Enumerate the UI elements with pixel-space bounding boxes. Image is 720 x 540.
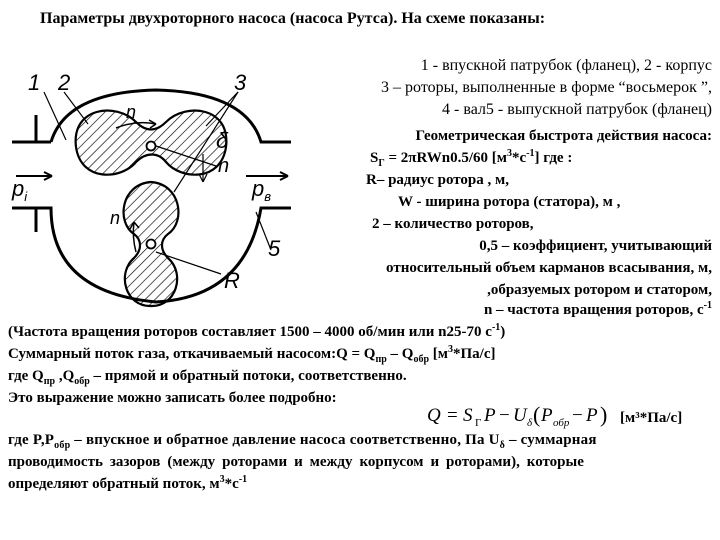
label-pi: $p_i$ bbox=[12, 176, 28, 204]
coef-line-1: 0,5 – коэффициент, учитывающий bbox=[479, 238, 712, 254]
speed-heading: Геометрическая быстрота действия насоса: bbox=[415, 128, 712, 144]
svg-text:=: = bbox=[447, 405, 458, 426]
label-2: 2 bbox=[58, 70, 71, 95]
legend-line-1: 1 - впускной патрубок (фланец), 2 - корпус bbox=[420, 57, 712, 74]
label-n-lower: n bbox=[110, 208, 121, 228]
two-rotors-definition: 2 – количество роторов, bbox=[372, 216, 534, 232]
label-delta: δ bbox=[216, 128, 229, 153]
frequency-note: (Частота вращения роторов составляет 1500 – 4000 об/мин или n25-70 $с^{-1}$) bbox=[8, 322, 506, 340]
final-line-3: определяют обратный поток, $м^3*с^{-1}$ bbox=[8, 474, 248, 492]
label-4: n bbox=[218, 155, 230, 177]
svg-text:P: P bbox=[586, 405, 598, 426]
inlet-pipe-lower bbox=[12, 208, 36, 232]
svg-text:−: − bbox=[499, 405, 510, 426]
svg-text:): ) bbox=[600, 402, 608, 427]
svg-text:P: P bbox=[484, 405, 496, 426]
svg-text:(: ( bbox=[533, 402, 541, 427]
svg-text:U: U bbox=[513, 405, 527, 426]
coef-line-2: относительный объем карманов всасывания, м, bbox=[386, 260, 712, 276]
svg-text:P: P bbox=[541, 405, 553, 426]
lower-shaft bbox=[147, 240, 156, 249]
r-definition: R– радиус ротора , м, bbox=[366, 172, 509, 188]
inlet-pipe-upper bbox=[12, 115, 36, 142]
final-line-2: проводимость зазоров (между роторами и между корпусом и роторами), которые bbox=[8, 454, 584, 470]
n-definition: n – частота вращения роторов, $с^{-1}$ bbox=[483, 300, 712, 318]
upper-shaft bbox=[147, 142, 156, 151]
label-R: R bbox=[224, 268, 240, 293]
page-title: Параметры двухроторного насоса (насоса Рутса). На схеме показаны: bbox=[40, 10, 546, 27]
svg-text:Г: Г bbox=[475, 417, 482, 429]
total-flow-line: Суммарный поток газа, откачиваемый насосом:Q = $Q_{пр} - Q_{обр}$ $[м^3*Па/с]$ bbox=[8, 344, 496, 365]
roots-pump-diagram bbox=[6, 62, 306, 312]
w-definition: W - ширина ротора (статора), м , bbox=[398, 194, 621, 210]
svg-text:Q: Q bbox=[427, 405, 441, 426]
legend-line-3: 4 - вал5 - выпускной патрубок (фланец) bbox=[442, 101, 712, 118]
svg-text:S: S bbox=[463, 405, 473, 426]
flow-formula bbox=[425, 401, 625, 431]
label-1: 1 bbox=[28, 70, 41, 95]
final-line-1: где $P,P_{обр}$ – впускное и обратное давление насоса соответственно, Па $U_\delta$ – суммарная bbox=[8, 432, 597, 451]
legend-line-2: 3 – роторы, выполненные в форме “восьмерок ”, bbox=[381, 79, 712, 96]
flows-definition: где $Q_{пр}$ $,Q_{обр}$ – прямой и обратный потоки, соответственно. bbox=[8, 368, 407, 387]
svg-text:δ: δ bbox=[527, 417, 533, 429]
detail-intro: Это выражение можно записать более подробно: bbox=[8, 390, 337, 406]
coef-line-3: ,образуемых ротором и статором, bbox=[487, 282, 712, 298]
svg-text:обр: обр bbox=[553, 417, 570, 429]
formula-unit: [м³*Па/с] bbox=[620, 410, 683, 426]
svg-text:−: − bbox=[572, 405, 583, 426]
speed-formula: $S_Г = 2\pi RWn0.5/60$ $[м^3*с^{-1}]$ где : bbox=[370, 148, 573, 169]
label-3: 3 bbox=[234, 70, 247, 95]
label-n-upper: n bbox=[126, 102, 137, 122]
label-pb: $p_в$ bbox=[252, 176, 272, 204]
label-5: 5 bbox=[268, 236, 281, 261]
